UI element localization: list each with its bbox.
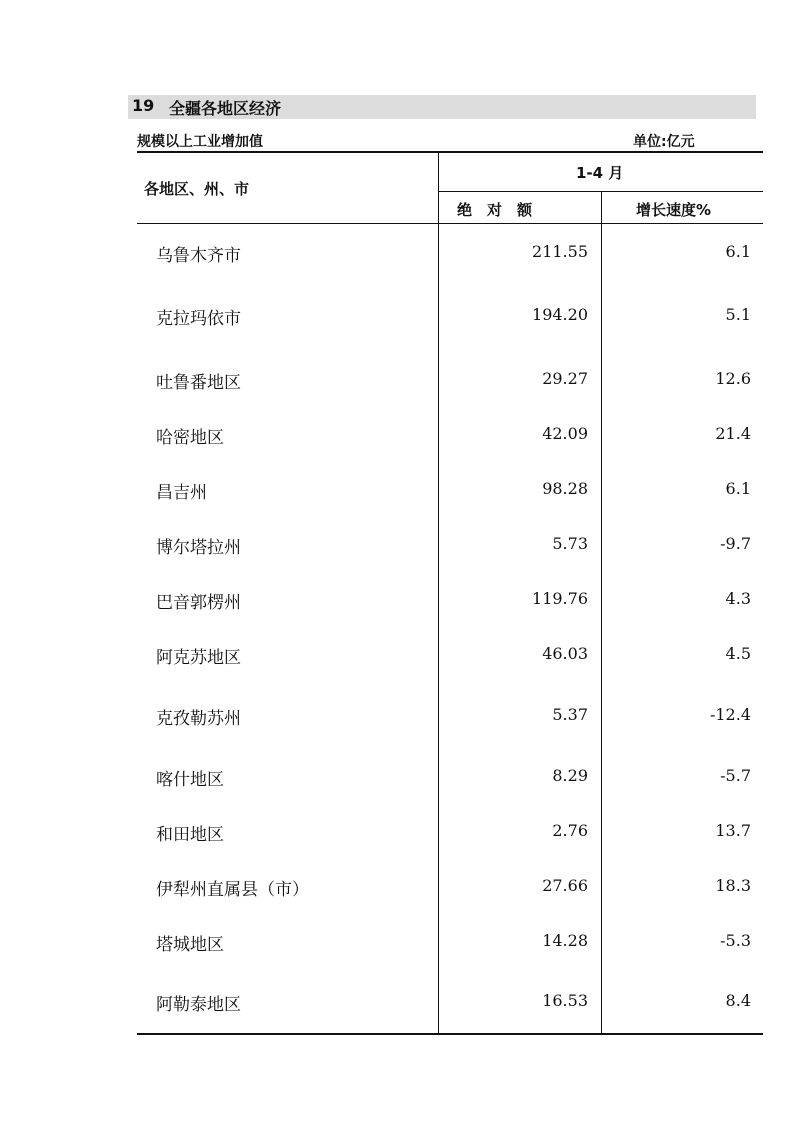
table-subtitle: 规模以上工业增加值: [137, 134, 263, 150]
table-row: [137, 364, 763, 394]
growth-rate: 5.1: [725, 305, 751, 324]
growth-rate: 4.5: [725, 644, 751, 663]
region-name: 克拉玛依市: [156, 309, 241, 329]
absolute-value: 211.55: [532, 242, 588, 261]
growth-rate: 6.1: [725, 242, 751, 261]
region-name: 喀什地区: [156, 770, 224, 790]
region-name: 塔城地区: [156, 935, 224, 955]
unit-label: 单位:亿元: [633, 134, 695, 150]
absolute-value: 8.29: [552, 766, 588, 785]
table-row: [137, 816, 763, 846]
table-row: [137, 871, 763, 901]
region-name: 克孜勒苏州: [156, 709, 241, 729]
growth-rate: -5.3: [720, 931, 751, 950]
table-bottom-rule: [137, 1033, 763, 1035]
table-row: [137, 237, 763, 267]
region-name: 博尔塔拉州: [156, 538, 241, 558]
absolute-value: 29.27: [542, 369, 588, 388]
table-row: [137, 700, 763, 730]
column-header-growth: 增长速度%: [636, 201, 712, 219]
absolute-value: 194.20: [532, 305, 588, 324]
region-name: 昌吉州: [156, 483, 207, 503]
absolute-value: 119.76: [532, 589, 588, 608]
table-row: [137, 300, 763, 330]
region-name: 乌鲁木齐市: [156, 246, 241, 266]
table-row: [137, 926, 763, 956]
table-row: [137, 761, 763, 791]
region-name: 哈密地区: [156, 428, 224, 448]
region-name: 吐鲁番地区: [156, 373, 241, 393]
absolute-value: 27.66: [542, 876, 588, 895]
growth-rate: 6.1: [725, 479, 751, 498]
absolute-value: 46.03: [542, 644, 588, 663]
region-name: 阿勒泰地区: [156, 995, 241, 1015]
region-name: 伊犁州直属县（市）: [156, 880, 309, 900]
region-name: 阿克苏地区: [156, 648, 241, 668]
absolute-value: 16.53: [542, 991, 588, 1010]
absolute-value: 5.73: [552, 534, 588, 553]
region-name: 巴音郭楞州: [156, 593, 241, 613]
column-header-period: 1-4 月: [576, 164, 624, 182]
growth-rate: 4.3: [725, 589, 751, 608]
column-header-absolute: 绝 对 额: [457, 201, 533, 219]
table-row: [137, 986, 763, 1016]
growth-rate: 8.4: [725, 991, 751, 1010]
table-row: [137, 584, 763, 614]
growth-rate: 21.4: [715, 424, 751, 443]
absolute-value: 98.28: [542, 479, 588, 498]
region-name: 和田地区: [156, 825, 224, 845]
table-row: [137, 639, 763, 669]
absolute-value: 2.76: [552, 821, 588, 840]
section-title: 全疆各地区经济: [169, 99, 282, 118]
table-row: [137, 474, 763, 504]
growth-rate: 13.7: [715, 821, 751, 840]
growth-rate: -9.7: [720, 534, 751, 553]
growth-rate: -12.4: [709, 705, 751, 724]
absolute-value: 5.37: [552, 705, 588, 724]
absolute-value: 42.09: [542, 424, 588, 443]
section-title-bar: [128, 95, 756, 119]
growth-rate: 18.3: [715, 876, 751, 895]
growth-rate: 12.6: [715, 369, 751, 388]
absolute-value: 14.28: [542, 931, 588, 950]
column-header-region: 各地区、州、市: [144, 180, 250, 198]
growth-rate: -5.7: [720, 766, 751, 785]
table-row: [137, 419, 763, 449]
table-top-rule: [137, 151, 763, 153]
table-row: [137, 529, 763, 559]
header-bottom-rule: [137, 223, 763, 224]
section-number: 19: [132, 96, 155, 115]
